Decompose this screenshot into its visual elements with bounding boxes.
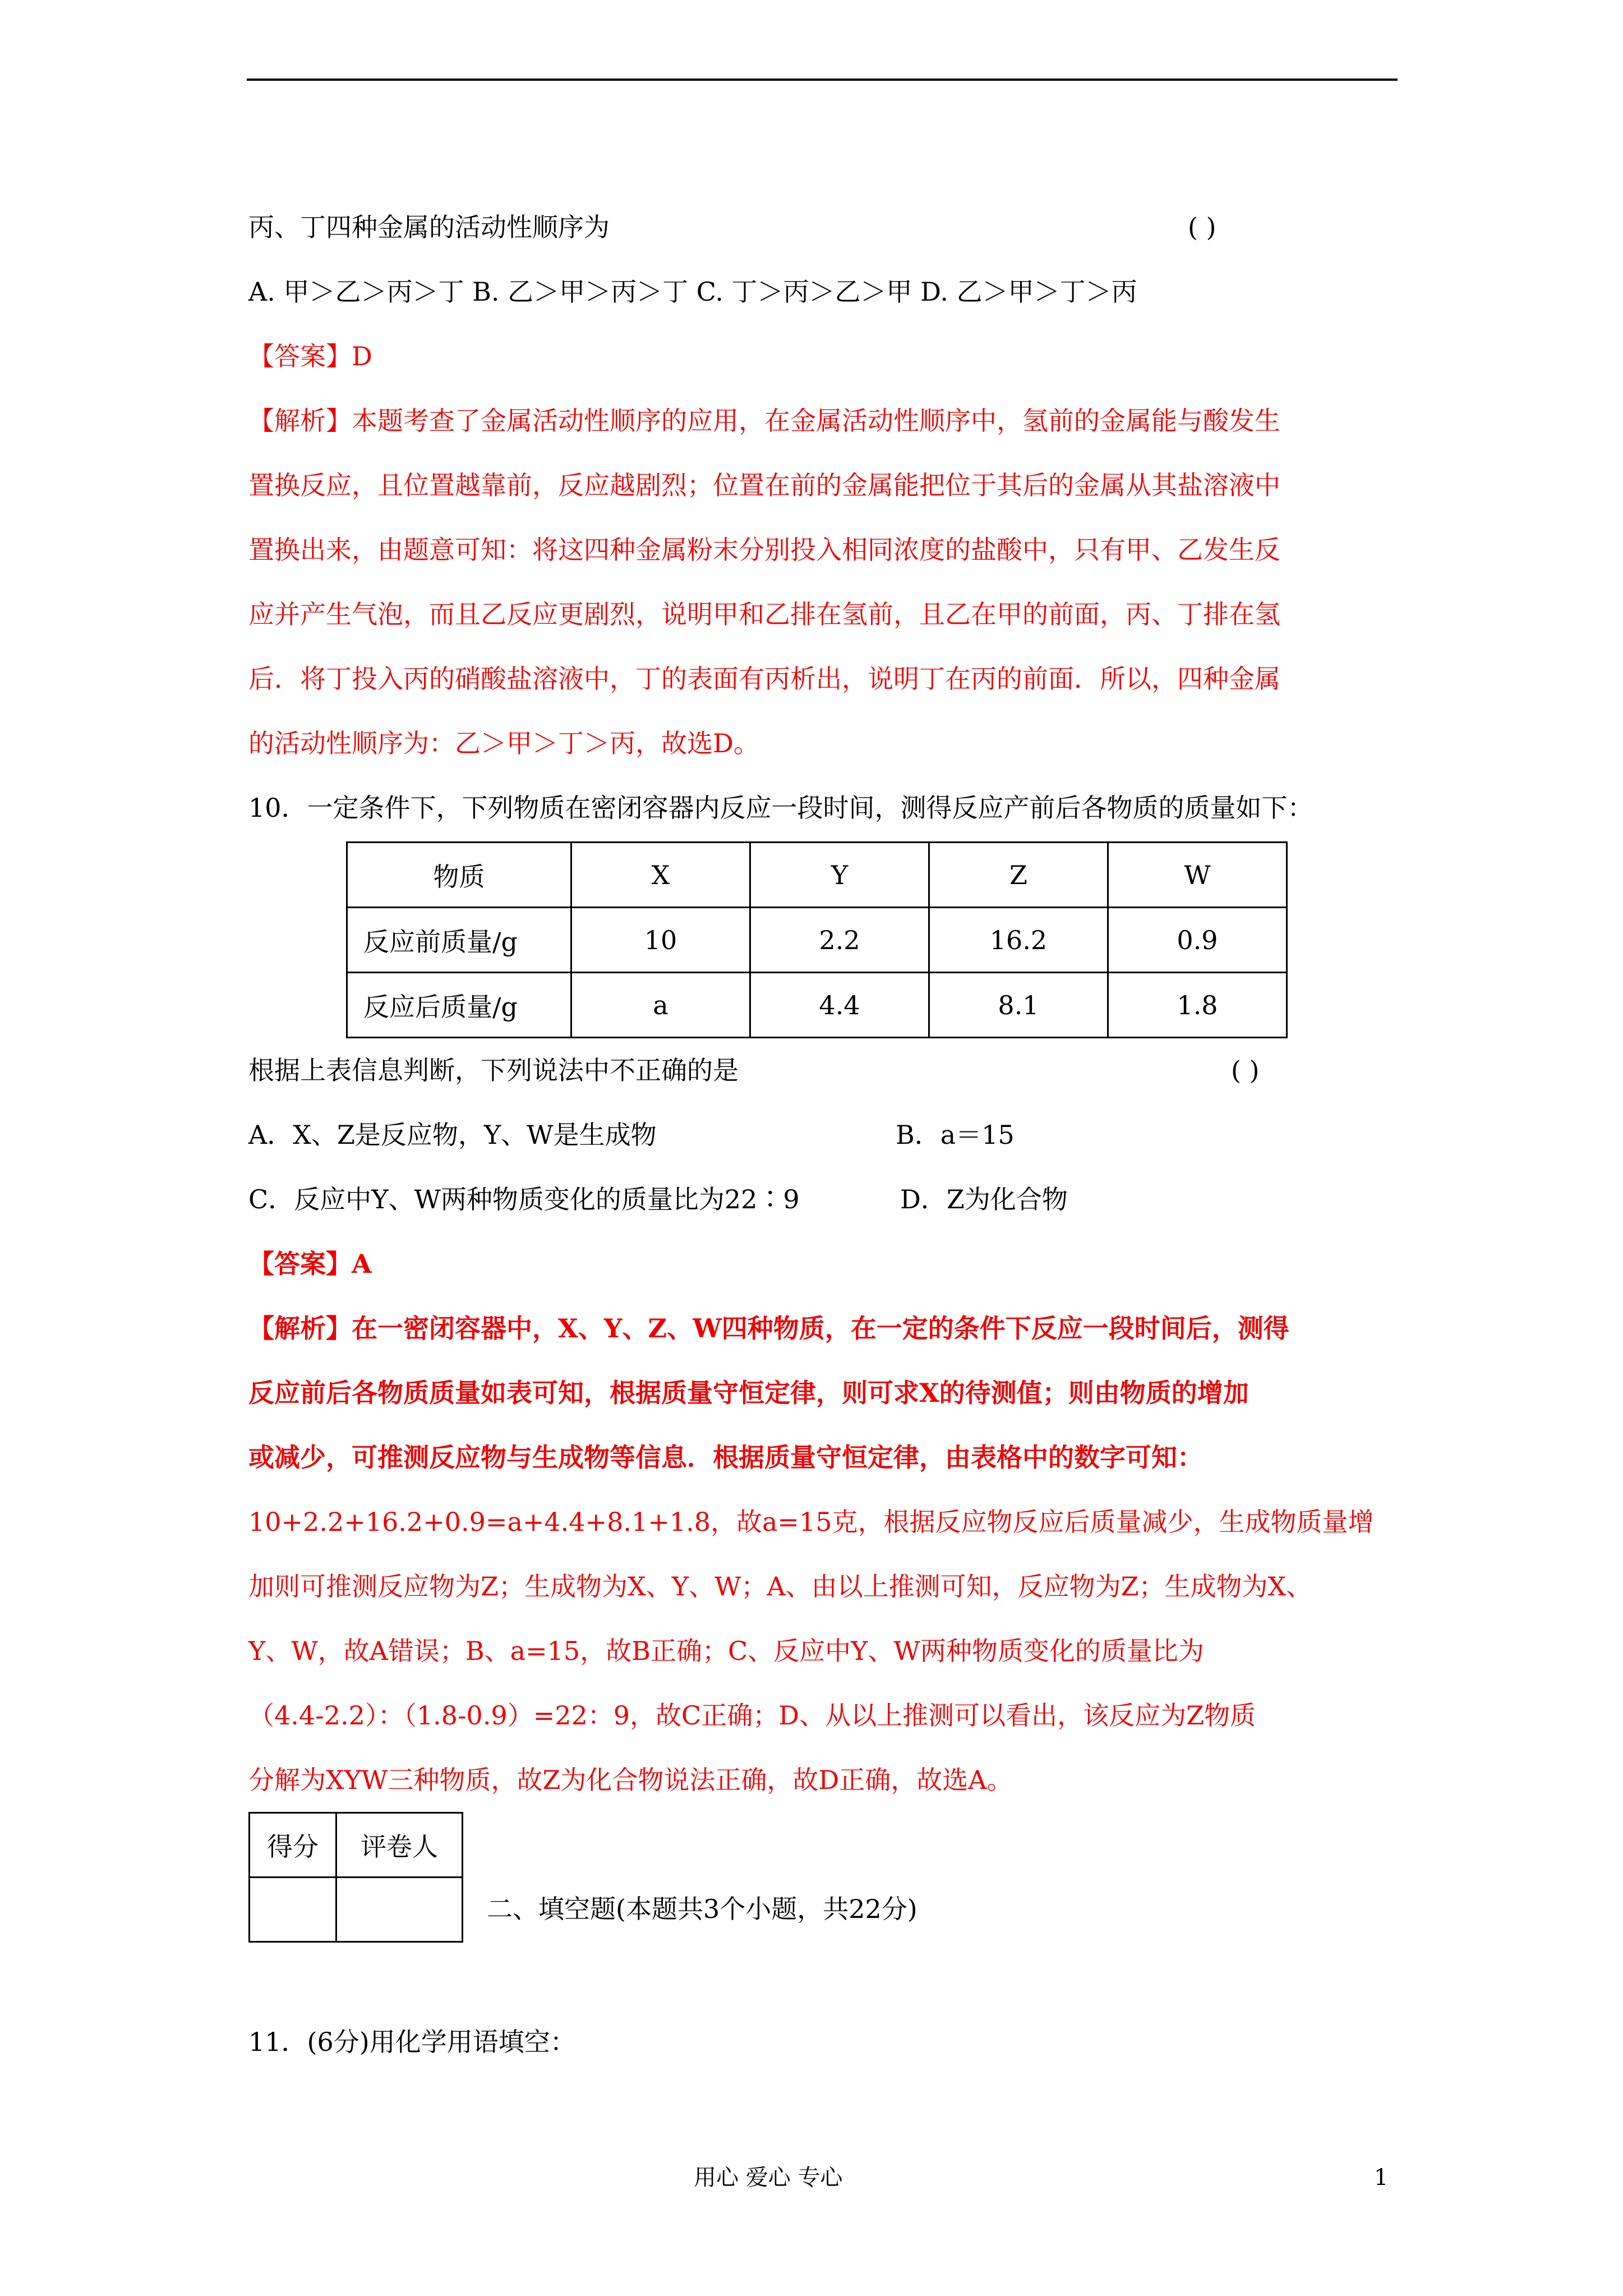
q9-stem: 丙、丁四种金属的活动性顺序为 [248, 212, 610, 242]
q10-option-d: D．Z为化合物 [900, 1184, 1068, 1214]
grader-header-cell: 评卷人 [336, 1813, 463, 1878]
table-header-cell: X [571, 843, 750, 908]
grader-cell [336, 1878, 463, 1942]
q9-analysis-line: 置换出来，由题意可知：将这四种金属粉末分别投入相同浓度的盐酸中，只有甲、乙发生反 [248, 535, 1280, 565]
q10-analysis-line: 【解析】在一密闭容器中，X、Y、Z、W四种物质，在一定的条件下反应一段时间后，测得 [248, 1313, 1289, 1343]
page-number: 1 [1374, 2165, 1389, 2191]
table-row [347, 973, 1287, 1038]
q9-analysis-line: 后．将丁投入丙的硝酸盐溶液中，丁的表面有丙析出，说明丁在丙的前面．所以，四种金属 [248, 664, 1280, 694]
q9-options: A. 甲＞乙＞丙＞丁 B. 乙＞甲＞丙＞丁 C. 丁＞丙＞乙＞甲 D. 乙＞甲＞丁＞丙 [248, 277, 1137, 307]
q9-analysis-line: 应并产生气泡，而且乙反应更剧烈，说明甲和乙排在氢前，且乙在甲的前面，丙、丁排在氢 [248, 599, 1280, 629]
score-header-cell: 得分 [250, 1813, 336, 1878]
q10-analysis-line: 分解为XYW三种物质，故Z为化合物说法正确，故D正确，故选A。 [248, 1765, 1013, 1795]
q10-analysis-line: 反应前后各物质质量如表可知，根据质量守恒定律，则可求X的待测值；则由物质的增加 [248, 1378, 1249, 1408]
table-header-cell: Y [750, 843, 929, 908]
q9-answer: 【答案】D [248, 341, 372, 371]
table-cell: a [571, 973, 750, 1038]
q10-option-b: B．a＝15 [896, 1120, 1015, 1150]
q9-answer-paren: ( ) [1188, 212, 1216, 242]
score-cell [250, 1878, 336, 1942]
q10-analysis-line: Y、W，故A错误；B、a=15，故B正确；C、反应中Y、W两种物质变化的质量比为 [248, 1636, 1204, 1666]
q9-analysis-line: 置换反应，且位置越靠前，反应越剧烈；位置在前的金属能把位于其后的金属从其盐溶液中 [248, 470, 1280, 500]
q10-analysis-line: 加则可推测反应物为Z；生成物为X、Y、W；A、由以上推测可知，反应物为Z；生成物为X、 [248, 1571, 1312, 1602]
table-cell: 0.9 [1108, 908, 1287, 973]
table-header-cell: W [1108, 843, 1287, 908]
table-cell: 16.2 [929, 908, 1108, 973]
table-cell: 1.8 [1108, 973, 1287, 1038]
q10-analysis-line: （4.4-2.2）：（1.8-0.9）=22：9，故C正确；D、从以上推测可以看出，该反应为Z物质 [248, 1700, 1256, 1731]
mass-table [346, 841, 1288, 1038]
table-cell: 10 [571, 908, 750, 973]
q10-analysis-line: 10+2.2+16.2+0.9=a+4.4+8.1+1.8，故a=15克，根据反应物反应后质量减少，生成物质量增 [248, 1507, 1374, 1537]
q9-analysis-line: 【解析】本题考查了金属活动性顺序的应用，在金属活动性顺序中，氢前的金属能与酸发生 [248, 406, 1280, 436]
q10-answer: 【答案】A [248, 1249, 372, 1279]
footer-motto: 用心 爱心 专心 [694, 2165, 843, 2191]
table-header-cell: Z [929, 843, 1108, 908]
q10-question: 根据上表信息判断，下列说法中不正确的是 [248, 1055, 739, 1085]
table-row [250, 1878, 463, 1942]
table-row-label: 反应前质量/g [347, 908, 571, 973]
q10-option-c: C．反应中Y、W两种物质变化的质量比为22∶9 [248, 1184, 800, 1214]
table-row-label: 反应后质量/g [347, 973, 571, 1038]
header-rule [247, 79, 1398, 81]
score-table [248, 1812, 463, 1943]
q11-stem: 11．(6分)用化学用语填空： [248, 2027, 576, 2057]
table-header-row [250, 1813, 463, 1878]
table-cell: 8.1 [929, 973, 1108, 1038]
table-header-cell: 物质 [347, 843, 571, 908]
q9-analysis-line: 的活动性顺序为：乙＞甲＞丁＞丙，故选D。 [248, 728, 759, 758]
q10-stem: 10．一定条件下，下列物质在密闭容器内反应一段时间，测得反应产前后各物质的质量如下： [248, 793, 1313, 823]
q10-option-a: A．X、Z是反应物，Y、W是生成物 [248, 1120, 657, 1150]
table-cell: 4.4 [750, 973, 929, 1038]
section-title: 二、填空题(本题共3个小题，共22分) [487, 1894, 917, 1924]
q10-analysis-line: 或减少，可推测反应物与生成物等信息．根据质量守恒定律，由表格中的数字可知： [248, 1442, 1203, 1473]
table-row [347, 908, 1287, 973]
q10-answer-paren: ( ) [1231, 1055, 1260, 1085]
table-header-row [347, 843, 1287, 908]
table-cell: 2.2 [750, 908, 929, 973]
